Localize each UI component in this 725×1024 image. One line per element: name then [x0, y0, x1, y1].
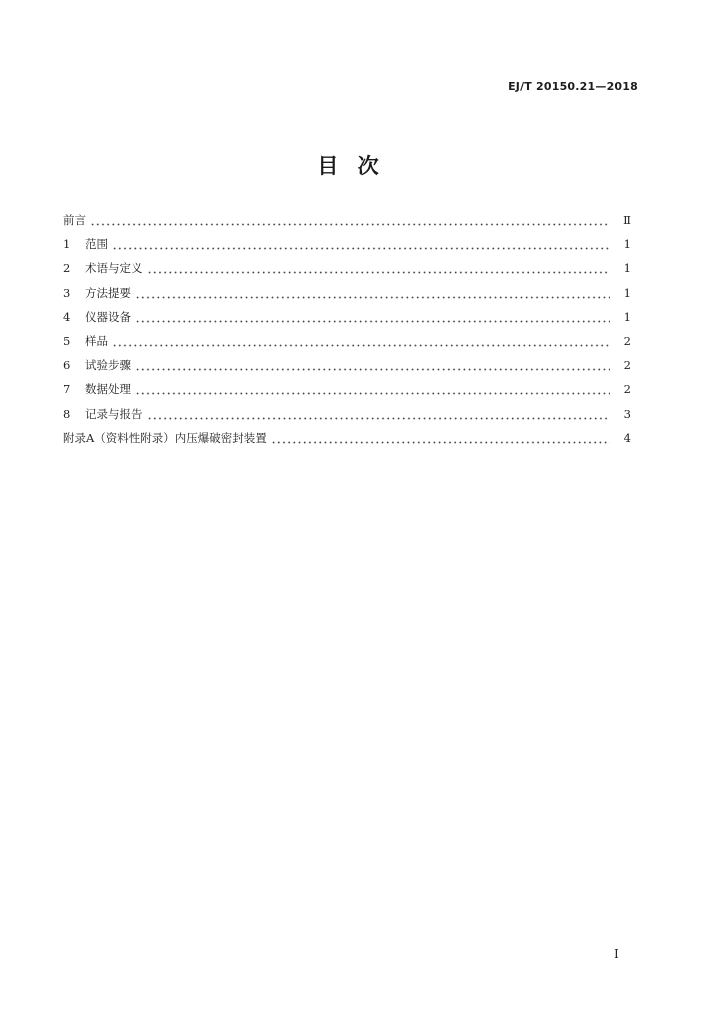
- toc-entry-title: 数据处理: [85, 382, 131, 397]
- toc-entry-page: Ⅱ: [623, 213, 631, 228]
- toc-entry-page: 2: [623, 334, 631, 349]
- toc-entry-title: 术语与定义: [85, 261, 143, 276]
- dot-leader: [112, 335, 610, 347]
- toc-entry-scope: [63, 232, 631, 256]
- toc-entry-appendix-a: [63, 426, 631, 450]
- toc-entry-title: 范围: [85, 237, 108, 252]
- dot-leader: [112, 238, 610, 250]
- dot-leader: [135, 359, 610, 371]
- footer-page-number: I: [614, 947, 619, 961]
- toc-entry-number: 8: [63, 406, 71, 421]
- toc-entry-page: 2: [623, 382, 631, 397]
- toc-entry-title: 试验步骤: [85, 358, 131, 373]
- toc-entry-title: 仪器设备: [85, 309, 131, 324]
- page-title: 目 次: [317, 153, 385, 178]
- toc-entry-method-summary: [63, 281, 631, 305]
- toc-entry-page: 1: [623, 237, 631, 252]
- toc-entry-title: 记录与报告: [85, 406, 143, 421]
- toc-entry-apparatus: [63, 305, 631, 329]
- toc-entry-foreword: [63, 208, 631, 232]
- toc-entry-number: 6: [63, 358, 71, 373]
- toc-entry-number: 3: [63, 285, 71, 300]
- toc-entry-number: 5: [63, 334, 71, 349]
- toc-entry-number: 7: [63, 382, 71, 397]
- toc-entry-title: 样品: [85, 334, 108, 349]
- dot-leader: [135, 311, 610, 323]
- toc-entry-page: 1: [623, 309, 631, 324]
- toc-entry-title: 附录A（资料性附录）内压爆破密封装置: [63, 430, 267, 445]
- toc-entry-procedure: [63, 353, 631, 377]
- dot-leader: [135, 287, 610, 299]
- toc-entry-page: 2: [623, 358, 631, 373]
- toc-entry-data-processing: [63, 377, 631, 401]
- dot-leader: [90, 214, 610, 226]
- toc-entry-title: 前言: [63, 213, 86, 228]
- toc-entry-terms: [63, 256, 631, 280]
- dot-leader: [147, 262, 611, 274]
- toc-entry-number: 4: [63, 309, 71, 324]
- toc-entry-number: 1: [63, 237, 71, 252]
- toc-entry-title: 方法提要: [85, 285, 131, 300]
- standard-code: EJ/T 20150.21—2018: [508, 80, 638, 93]
- toc-entry-page: 4: [623, 430, 631, 445]
- dot-leader: [271, 432, 610, 444]
- toc-entry-page: 1: [623, 285, 631, 300]
- toc-entry-samples: [63, 329, 631, 353]
- table-of-contents: [63, 208, 631, 450]
- toc-entry-page: 3: [623, 406, 631, 421]
- dot-leader: [147, 408, 611, 420]
- toc-entry-number: 2: [63, 261, 71, 276]
- toc-entry-page: 1: [623, 261, 631, 276]
- dot-leader: [135, 383, 610, 395]
- toc-entry-records-report: [63, 402, 631, 426]
